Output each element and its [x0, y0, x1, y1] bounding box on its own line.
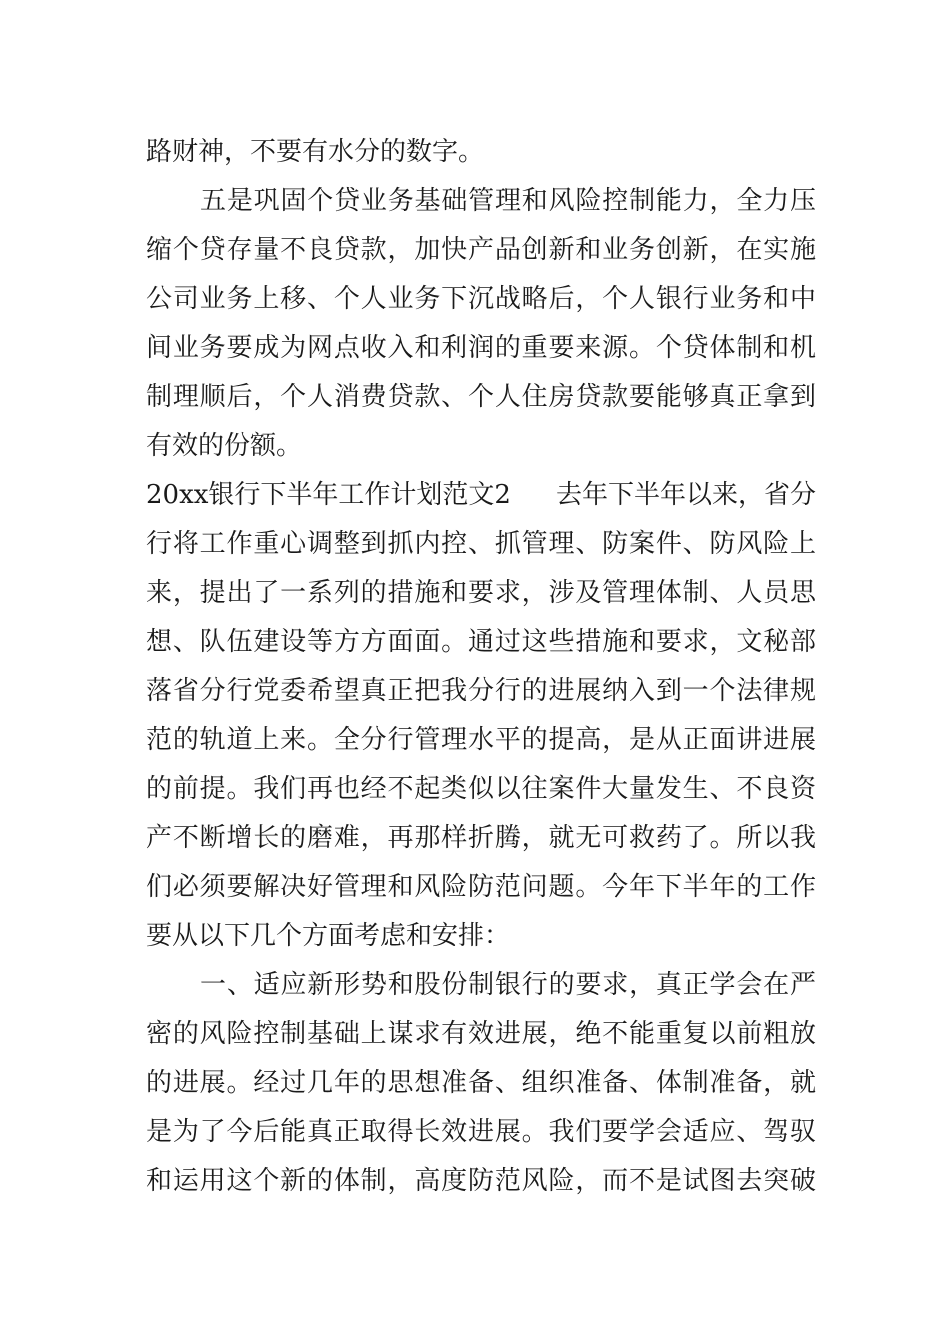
text-line: 间业务要成为网点收入和利润的重要来源。个贷体制和机 — [146, 333, 816, 363]
text-line: 想、队伍建设等方方面面。通过这些措施和要求，文秘部 — [146, 627, 816, 657]
text-line: 的前提。我们再也经不起类似以往案件大量发生、不良资 — [146, 774, 816, 804]
text-line: 公司业务上移、个人业务下沉战略后，个人银行业务和中 — [146, 284, 816, 314]
text-line: 落省分行党委希望真正把我分行的进展纳入到一个法律规 — [146, 676, 816, 706]
text-line: 和运用这个新的体制，高度防范风险，而不是试图去突破 — [146, 1166, 816, 1196]
section-title: 20xx银行下半年工作计划范文2 — [146, 480, 511, 510]
text-line: 要从以下几个方面考虑和安排： — [146, 921, 511, 951]
text-line: 来，提出了一系列的措施和要求，涉及管理体制、人员思 — [146, 578, 816, 608]
text-line: 制理顺后，个人消费贷款、个人住房贷款要能够真正拿到 — [146, 382, 816, 412]
text-line: 是为了今后能真正取得长效进展。我们要学会适应、驾驭 — [146, 1117, 816, 1147]
text-line: 路财神，不要有水分的数字。 — [146, 137, 485, 167]
section-heading-line — [146, 471, 816, 520]
text-line: 们必须要解决好管理和风险防范问题。今年下半年的工作 — [146, 872, 816, 902]
text-line: 缩个贷存量不良贷款，加快产品创新和业务创新，在实施 — [146, 235, 816, 265]
document-body — [146, 128, 816, 1206]
paragraph-start-text: 去年下半年以来，省分 — [555, 480, 816, 510]
paragraph-first-line: 五是巩固个贷业务基础管理和风险控制能力，全力压 — [200, 186, 816, 216]
paragraph-first-line: 一、适应新形势和股份制银行的要求，真正学会在严 — [200, 970, 816, 1000]
text-line: 的进展。经过几年的思想准备、组织准备、体制准备，就 — [146, 1068, 816, 1098]
text-line: 行将工作重心调整到抓内控、抓管理、防案件、防风险上 — [146, 529, 816, 559]
text-line: 产不断增长的磨难，再那样折腾，就无可救药了。所以我 — [146, 823, 816, 853]
text-line: 范的轨道上来。全分行管理水平的提高，是从正面讲进展 — [146, 725, 816, 755]
text-line: 密的风险控制基础上谋求有效进展，绝不能重复以前粗放 — [146, 1019, 816, 1049]
text-line: 有效的份额。 — [146, 431, 303, 461]
